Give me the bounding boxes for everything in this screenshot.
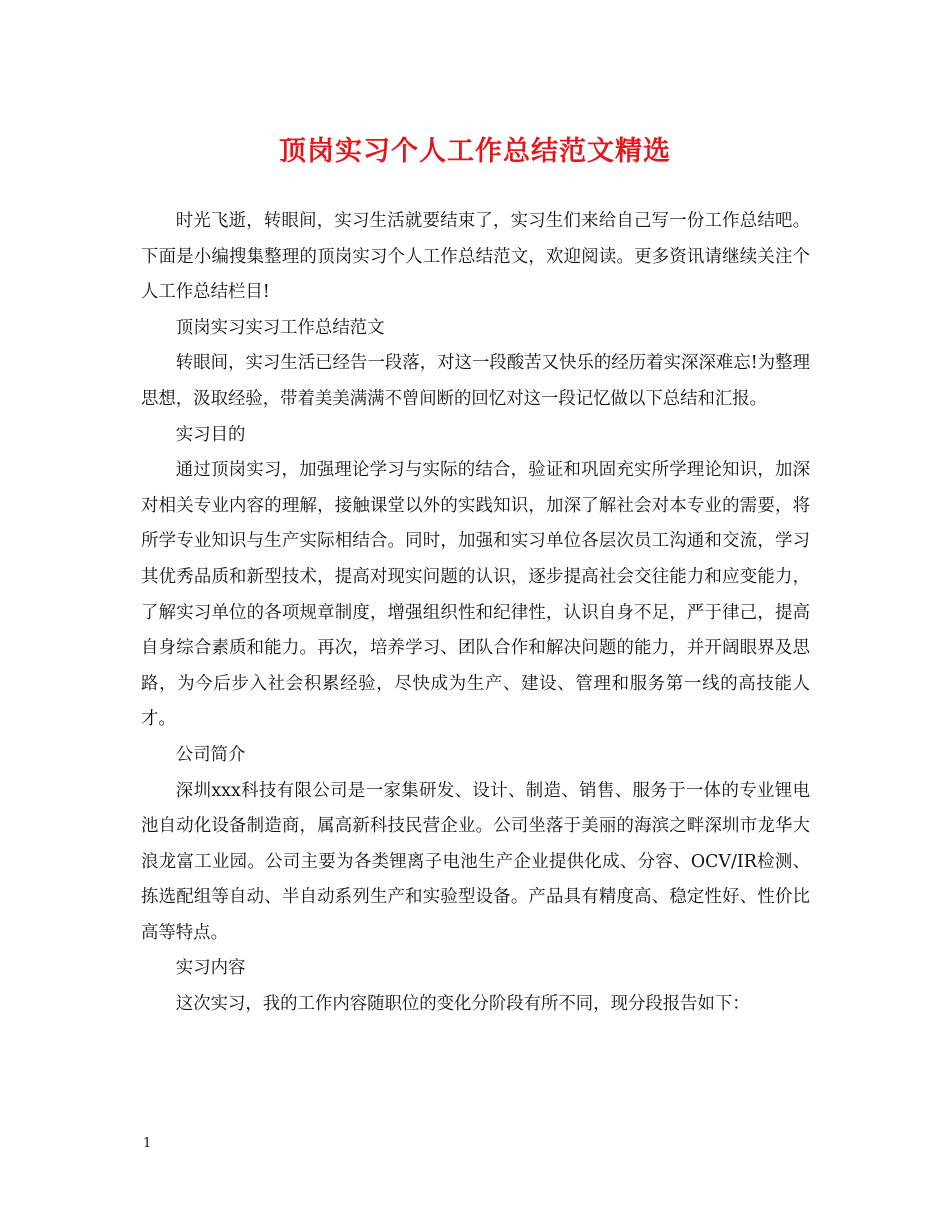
section-heading-purpose: 实习目的 [175, 424, 246, 445]
section-heading-company: 公司简介 [175, 744, 246, 765]
opening-paragraph: 转眼间，实习生活已经告一段落，对这一段酸苦又快乐的经历着实深深难忘!为整理思想，汲取经验，带着美美满满不曾间断的回忆对这一段记忆做以下总结和汇报。 [141, 353, 810, 409]
section-heading-content: 实习内容 [175, 958, 246, 979]
page-number: 1 [143, 1136, 152, 1151]
intro-paragraph: 时光飞逝，转眼间，实习生活就要结束了，实习生们来给自己写一份工作总结吧。下面是小编搜集整理的顶岗实习个人工作总结范文，欢迎阅读。更多资讯请继续关注个人工作总结栏目! [141, 211, 810, 303]
section-heading-summary: 顶岗实习实习工作总结范文 [175, 317, 385, 338]
purpose-paragraph: 通过顶岗实习，加强理论学习与实际的结合，验证和巩固充实所学理论知识，加深对相关专业内容的理解，接触课堂以外的实践知识，加深了解社会对本专业的需要，将所学专业知识与生产实际相结合。同时，加强和实习单位各层次员工沟通和交流，学习其优秀品质和新型技术，提高对现实问题的认识，逐步提高社会交往能力和应变能力，了解实习单位的各项规章制度，增强组织性和纪律性，认识自身不足，严于律己，提高自身综合素质和能力。再次，培养学习、团队合作和解决问题的能力，并开阔眼界及思路，为今后步入社会积累经验，尽快成为生产、建设、管理和服务第一线的高技能人才。 [141, 460, 810, 730]
document-title: 顶岗实习个人工作总结范文精选 [279, 136, 671, 167]
content-paragraph: 这次实习，我的工作内容随职位的变化分阶段有所不同，现分段报告如下： [175, 994, 750, 1015]
document-body [141, 204, 810, 1023]
company-paragraph: 深圳xxx科技有限公司是一家集研发、设计、制造、销售、服务于一体的专业锂电池自动化设备制造商，属高新科技民营企业。公司坐落于美丽的海滨之畔深圳市龙华大浪龙富工业园。公司主要为各类锂离子电池生产企业提供化成、分容、OCV/IR检测、拣选配组等自动、半自动系列生产和实验型设备。产品具有精度高、稳定性好、性价比高等特点。 [141, 780, 810, 943]
